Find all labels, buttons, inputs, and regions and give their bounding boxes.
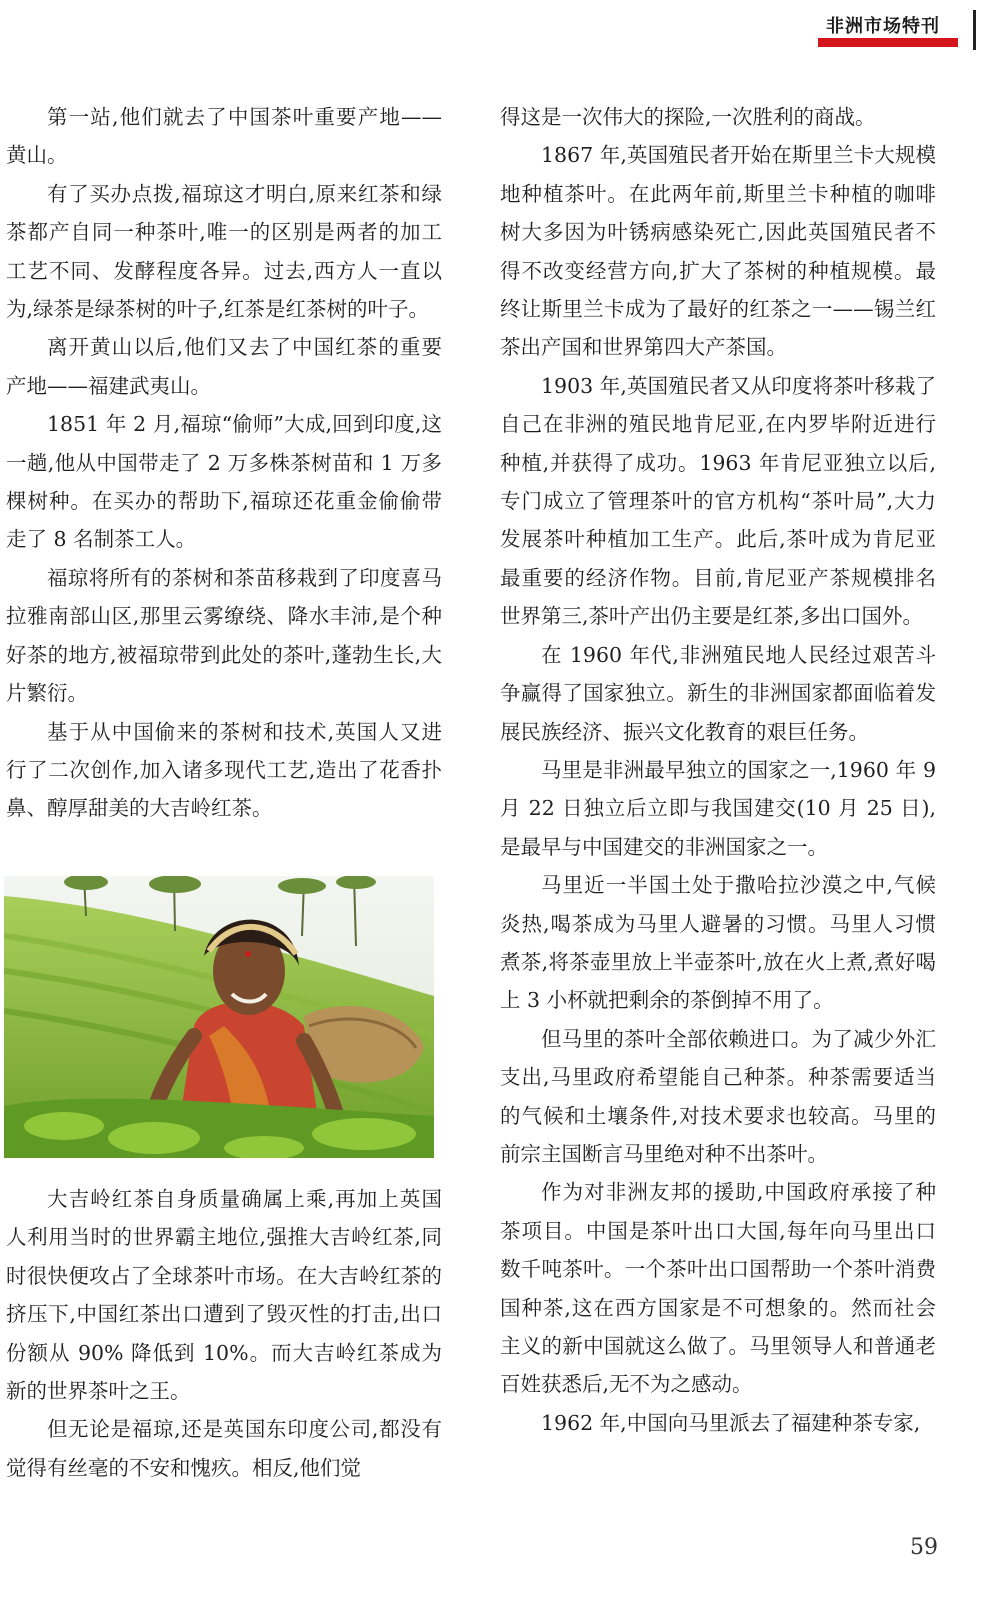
tea-plantation-illustration [4, 876, 434, 1158]
paragraph: 1962 年,中国向马里派去了福建种茶专家, [541, 1410, 921, 1435]
page-number: 59 [910, 1535, 938, 1560]
paragraph: 1903 年,英国殖民者又从印度将茶叶移栽了自己在非洲的殖民地肯尼亚,在内罗毕附近进行种植,并获得了成功。1963 年肯尼亚独立以后,专门成立了管理茶叶的官方机构“茶叶局”,大力发展茶叶种植加工生产。此后,茶叶成为肯尼亚最重要的经济作物。目前,肯尼亚产茶规模排名世界第三,茶叶产出仍主要是红茶,多出口国外。 [500, 373, 936, 629]
magazine-header [816, 6, 976, 50]
paragraph: 有了买办点拨,福琼这才明白,原来红茶和绿茶都产自同一种茶叶,唯一的区别是两者的加工工艺不同、发酵程度各异。过去,西方人一直以为,绿茶是绿茶树的叶子,红茶是红茶树的叶子。 [6, 181, 442, 322]
paragraph: 在 1960 年代,非洲殖民地人民经过艰苦斗争赢得了国家独立。新生的非洲国家都面临着发展民族经济、振兴文化教育的艰巨任务。 [500, 642, 936, 744]
paragraph: 作为对非洲友邦的援助,中国政府承接了种茶项目。中国是茶叶出口大国,每年向马里出口数千吨茶叶。一个茶叶出口国帮助一个茶叶消费国种茶,这在西方国家是不可想象的。然而社会主义的新中国就这么做了。马里领导人和普通老百姓获悉后,无不为之感动。 [500, 1180, 936, 1397]
tea-picker-photo [4, 876, 434, 1158]
paragraph: 福琼将所有的茶树和茶苗移栽到了印度喜马拉雅南部山区,那里云雾缭绕、降水丰沛,是个种好茶的地方,被福琼带到此处的茶叶,蓬勃生长,大片繁衍。 [6, 565, 442, 706]
paragraph: 但马里的茶叶全部依赖进口。为了减少外汇支出,马里政府希望能自己种茶。种茶需要适当的气候和土壤条件,对技术要求也较高。马里的前宗主国断言马里绝对种不出茶叶。 [500, 1026, 936, 1166]
header-divider [973, 10, 976, 50]
paragraph: 1867 年,英国殖民者开始在斯里兰卡大规模地种植茶叶。在此两年前,斯里兰卡种植的咖啡树大多因为叶锈病感染死亡,因此英国殖民者不得不改变经营方向,扩大了茶树的种植规模。最终让斯里兰卡成为了最好的红茶之一——锡兰红茶出产国和世界第四大产茶国。 [500, 143, 936, 360]
paragraph: 离开黄山以后,他们又去了中国红茶的重要产地——福建武夷山。 [6, 335, 442, 398]
left-column-lower [6, 1180, 442, 1487]
paragraph: 马里是非洲最早独立的国家之一,1960 年 9 月 22 日独立后立即与我国建交(10 月 25 日),是最早与中国建交的非洲国家之一。 [500, 757, 936, 859]
left-column [6, 98, 442, 1480]
paragraph-continuation: 得这是一次伟大的探险,一次胜利的商战。 [500, 105, 876, 129]
paragraph: 大吉岭红茶自身质量确属上乘,再加上英国人利用当时的世界霸主地位,强推大吉岭红茶,同时很快便攻占了全球茶叶市场。在大吉岭红茶的挤压下,中国红茶出口遭到了毁灭性的打击,出口份额从 90% 降低到 10%。而大吉岭红茶成为新的世界茶叶之王。 [6, 1187, 442, 1404]
paragraph: 马里近一半国土处于撒哈拉沙漠之中,气候炎热,喝茶成为马里人避暑的习惯。马里人习惯煮茶,将茶壶里放上半壶茶叶,放在火上煮,煮好喝上 3 小杯就把剩余的茶倒掉不用了。 [500, 873, 936, 1013]
paragraph: 但无论是福琼,还是英国东印度公司,都没有觉得有丝毫的不安和愧疚。相反,他们觉 [6, 1417, 442, 1480]
section-title: 非洲市场特刊 [826, 16, 940, 37]
paragraph: 第一站,他们就去了中国茶叶重要产地——黄山。 [6, 105, 442, 168]
header-red-bar [818, 38, 958, 47]
paragraph: 基于从中国偷来的茶树和技术,英国人又进行了二次创作,加入诸多现代工艺,造出了花香扑鼻、醇厚甜美的大吉岭红茶。 [6, 719, 442, 821]
right-column [500, 98, 936, 1442]
paragraph: 1851 年 2 月,福琼“偷师”大成,回到印度,这一趟,他从中国带走了 2 万多株茶树苗和 1 万多棵树种。在买办的帮助下,福琼还花重金偷偷带走了 8 名制茶工人。 [6, 412, 442, 552]
